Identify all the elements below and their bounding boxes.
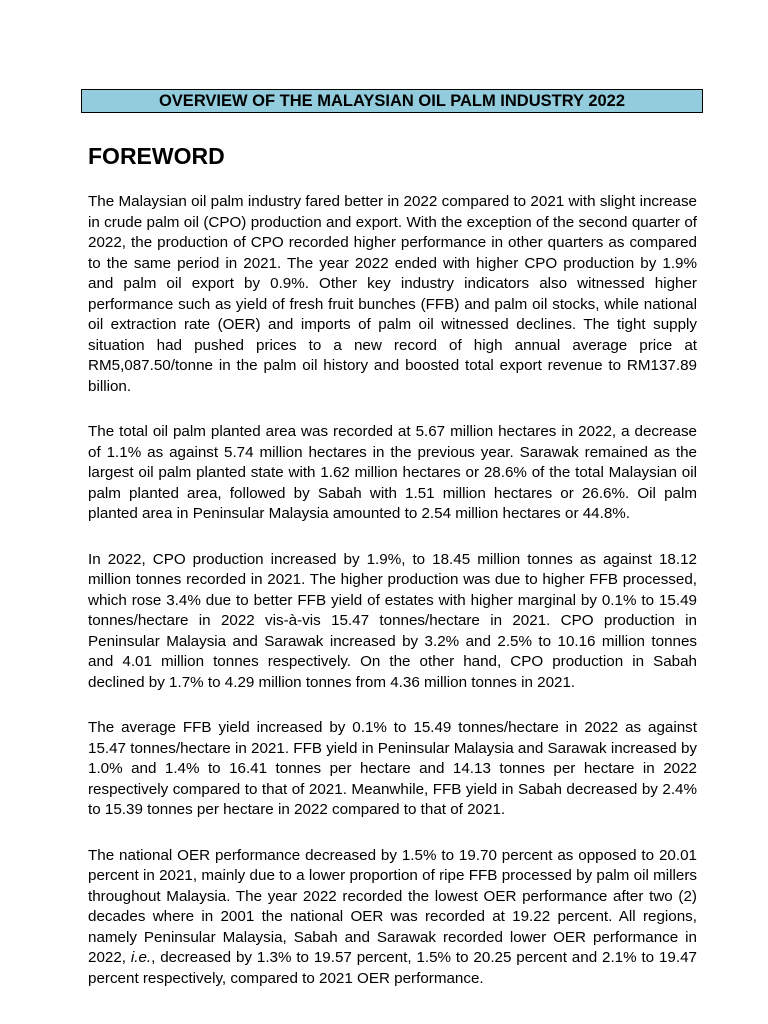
paragraph-3: In 2022, CPO production increased by 1.9%, to 18.45 million tonnes as against 18.12 million tonnes recorded in 2021. The higher production was due to higher FFB processed, which rose 3.4% due to better FFB yield of estates with higher marginal by 0.1% to 15.49 tonnes/hectare in 2022 vis-à-vis 15.47 tonnes/hectare in 2021. CPO production in Peninsular Malaysia and Sarawak increased by 3.2% and 2.5% to 10.16 million tonnes and 4.01 million tonnes respectively. On the other hand, CPO production in Sabah declined by 1.7% to 4.29 million tonnes from 4.36 million tonnes in 2021.	[88, 550, 697, 691]
paragraph-2: The total oil palm planted area was recorded at 5.67 million hectares in 2022, a decrease of 1.1% as against 5.74 million hectares in the previous year. Sarawak remained as the largest oil palm planted state with 1.62 million hectares or 28.6% of the total Malaysian oil palm planted area, followed by Sabah with 1.51 million hectares or 26.6%. Oil palm planted area in Peninsular Malaysia amounted to 2.54 million hectares or 44.8%.	[88, 423, 697, 522]
paragraph-4: The average FFB yield increased by 0.1% to 15.49 tonnes/hectare in 2022 as against 15.47 tonnes/hectare in 2021. FFB yield in Peninsular Malaysia and Sarawak increased by 1.0% and 1.4% to 16.41 tonnes per hectare and 14.13 tonnes per hectare in 2022 respectively compared to that of 2021. Meanwhile, FFB yield in Sabah decreased by 2.4% to 15.39 tonnes per hectare in 2022 compared to that of 2021.	[88, 719, 697, 818]
paragraph-5	[88, 846, 697, 990]
document-body	[88, 192, 697, 1014]
paragraph-5-part-1: The national OER performance decreased by 1.5% to 19.70 percent as opposed to 20.01 percent in 2021, mainly due to a lower proportion of ripe FFB processed by palm oil millers throughout Malaysia. The year 2022 recorded the lowest OER performance after two (2) decades where in 2001 the national OER was recorded at 19.22 percent. All regions, namely Peninsular Malaysia, Sabah and Sarawak recorded lower OER performance in 2022,	[88, 846, 697, 966]
paragraph-5-part-2: , decreased by 1.3% to 19.57 percent, 1.5% to 20.25 percent and 2.1% to 19.47 percent respectively, compared to 2021 OER performance.	[88, 949, 697, 987]
paragraph-5-italic: i.e.	[130, 949, 152, 966]
document-title: OVERVIEW OF THE MALAYSIAN OIL PALM INDUSTRY 2022	[81, 89, 703, 113]
paragraph-1: The Malaysian oil palm industry fared better in 2022 compared to 2021 with slight increase in crude palm oil (CPO) production and export. With the exception of the second quarter of 2022, the production of CPO recorded higher performance in other quarters as compared to the same period in 2021. The year 2022 ended with higher CPO production by 1.9% and palm oil export by 0.9%. Other key industry indicators also witnessed higher performance such as yield of fresh fruit bunches (FFB) and palm oil stocks, while national oil extraction rate (OER) and imports of palm oil witnessed declines. The tight supply situation had pushed prices to a new record of high annual average price at RM5,087.50/tonne in the palm oil history and boosted total export revenue to RM137.89 billion.	[88, 193, 697, 395]
section-heading: FOREWORD	[88, 143, 225, 169]
